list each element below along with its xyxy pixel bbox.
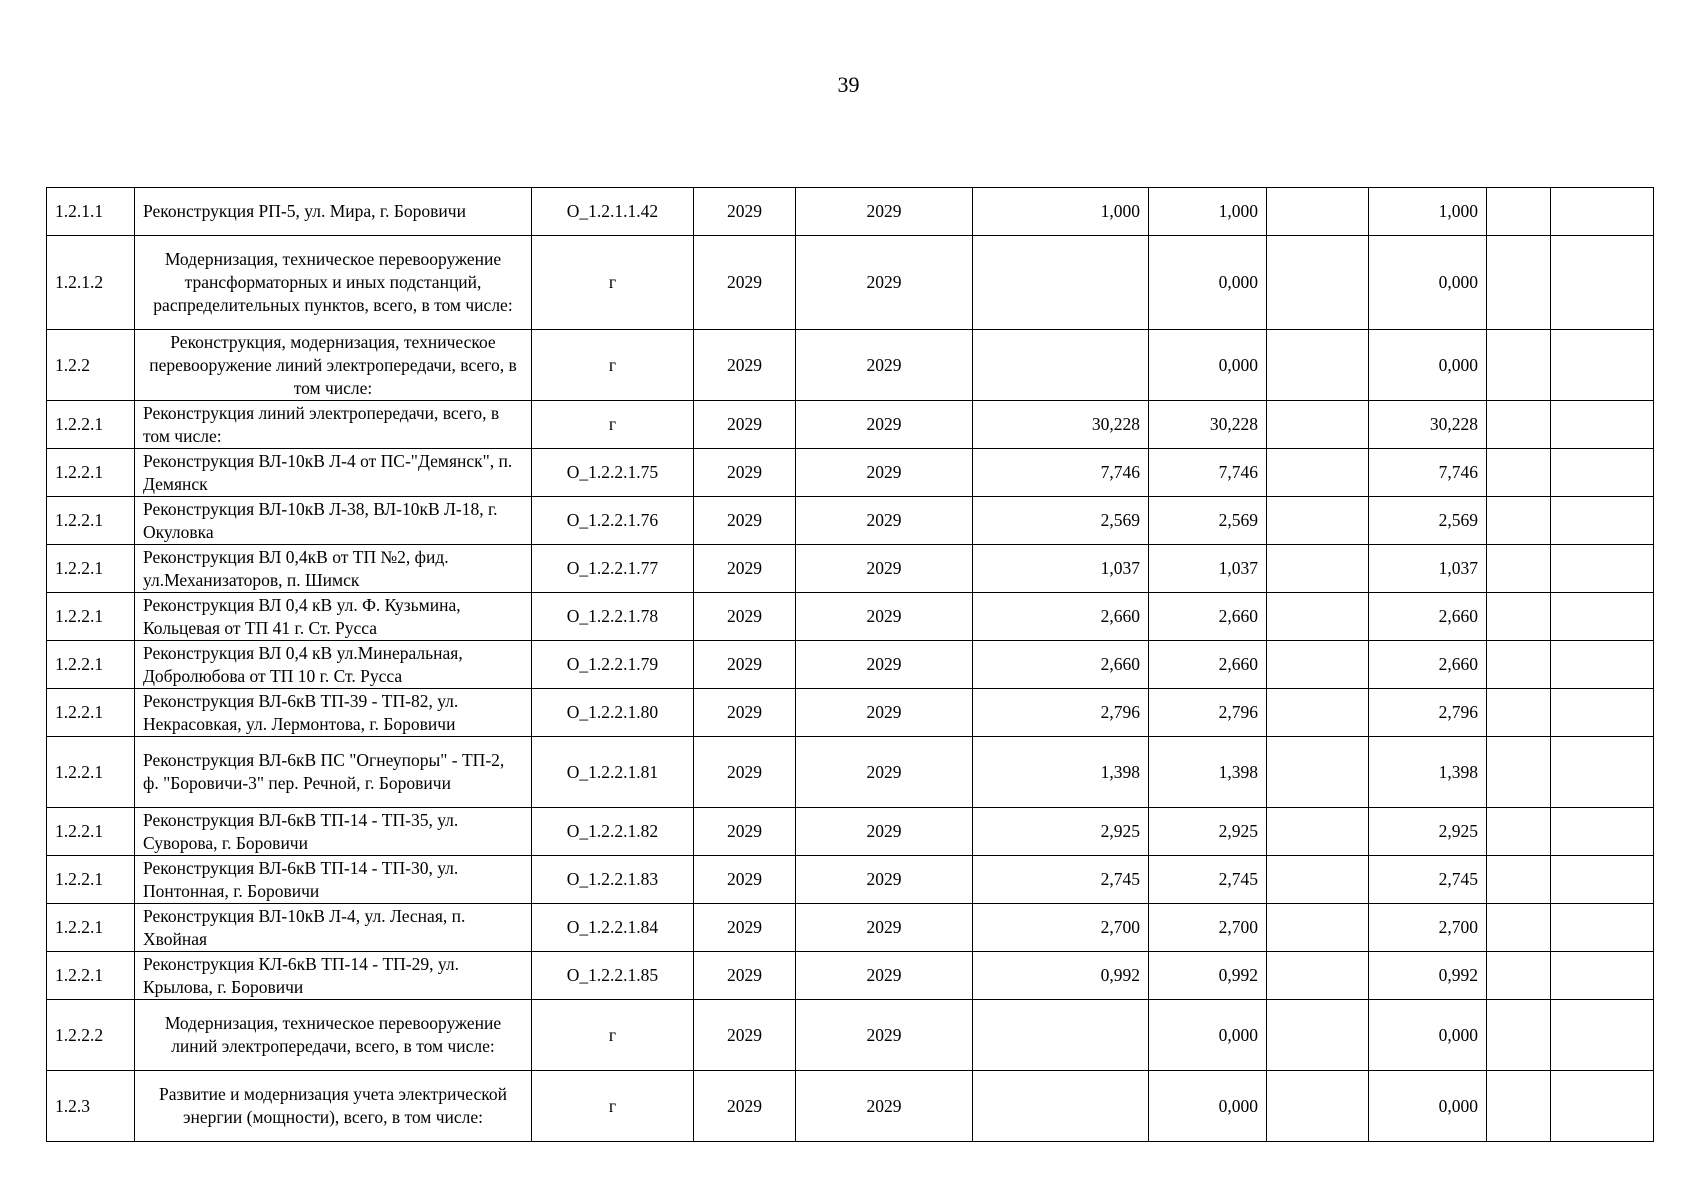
- start-year: 2029: [694, 401, 796, 449]
- value-cell-5: [1487, 401, 1551, 449]
- value-cell-1: 7,746: [973, 449, 1149, 497]
- value-cell-1: 2,745: [973, 856, 1149, 904]
- row-number: 1.2.3: [47, 1071, 135, 1142]
- value-cell-5: [1487, 497, 1551, 545]
- item-code: О_1.2.2.1.82: [532, 808, 694, 856]
- item-code: О_1.2.2.1.75: [532, 449, 694, 497]
- value-cell-3: [1267, 236, 1369, 330]
- value-cell-5: [1487, 545, 1551, 593]
- value-cell-4: 0,000: [1369, 236, 1487, 330]
- value-cell-6: [1551, 449, 1654, 497]
- value-cell-6: [1551, 593, 1654, 641]
- end-year: 2029: [796, 545, 973, 593]
- value-cell-6: [1551, 401, 1654, 449]
- value-cell-2: 2,700: [1149, 904, 1267, 952]
- item-code: О_1.2.2.1.78: [532, 593, 694, 641]
- value-cell-4: 30,228: [1369, 401, 1487, 449]
- end-year: 2029: [796, 641, 973, 689]
- table-body: [47, 188, 1654, 1142]
- value-cell-4: 0,000: [1369, 330, 1487, 401]
- value-cell-3: [1267, 952, 1369, 1000]
- table-row: [47, 641, 1654, 689]
- row-number: 1.2.2.1: [47, 904, 135, 952]
- value-cell-3: [1267, 449, 1369, 497]
- value-cell-3: [1267, 856, 1369, 904]
- value-cell-5: [1487, 856, 1551, 904]
- value-cell-2: 1,037: [1149, 545, 1267, 593]
- end-year: 2029: [796, 330, 973, 401]
- table-row: [47, 330, 1654, 401]
- item-code: г: [532, 401, 694, 449]
- value-cell-1: [973, 236, 1149, 330]
- start-year: 2029: [694, 545, 796, 593]
- table-row: [47, 593, 1654, 641]
- start-year: 2029: [694, 497, 796, 545]
- value-cell-2: 0,000: [1149, 330, 1267, 401]
- value-cell-1: 1,000: [973, 188, 1149, 236]
- value-cell-4: 2,796: [1369, 689, 1487, 737]
- item-code: О_1.2.2.1.85: [532, 952, 694, 1000]
- item-code: О_1.2.2.1.77: [532, 545, 694, 593]
- table-row: [47, 1000, 1654, 1071]
- value-cell-4: 2,700: [1369, 904, 1487, 952]
- value-cell-5: [1487, 808, 1551, 856]
- end-year: 2029: [796, 236, 973, 330]
- value-cell-6: [1551, 856, 1654, 904]
- end-year: 2029: [796, 904, 973, 952]
- item-name: Реконструкция ВЛ-10кВ Л-4 от ПС-"Демянск", п. Демянск: [135, 449, 532, 497]
- value-cell-2: 0,992: [1149, 952, 1267, 1000]
- value-cell-3: [1267, 330, 1369, 401]
- row-number: 1.2.2.1: [47, 497, 135, 545]
- table-row: [47, 808, 1654, 856]
- value-cell-6: [1551, 497, 1654, 545]
- start-year: 2029: [694, 689, 796, 737]
- value-cell-5: [1487, 689, 1551, 737]
- value-cell-2: 2,660: [1149, 593, 1267, 641]
- value-cell-3: [1267, 904, 1369, 952]
- value-cell-1: 2,796: [973, 689, 1149, 737]
- value-cell-6: [1551, 236, 1654, 330]
- end-year: 2029: [796, 808, 973, 856]
- start-year: 2029: [694, 952, 796, 1000]
- item-name: Модернизация, техническое перевооружение линий электропередачи, всего, в том числе:: [135, 1000, 532, 1071]
- start-year: 2029: [694, 1071, 796, 1142]
- value-cell-1: [973, 1071, 1149, 1142]
- value-cell-6: [1551, 808, 1654, 856]
- end-year: 2029: [796, 689, 973, 737]
- value-cell-2: 1,000: [1149, 188, 1267, 236]
- value-cell-2: 30,228: [1149, 401, 1267, 449]
- value-cell-5: [1487, 330, 1551, 401]
- row-number: 1.2.2.1: [47, 952, 135, 1000]
- start-year: 2029: [694, 737, 796, 808]
- value-cell-5: [1487, 188, 1551, 236]
- value-cell-3: [1267, 401, 1369, 449]
- value-cell-1: 1,398: [973, 737, 1149, 808]
- value-cell-5: [1487, 737, 1551, 808]
- end-year: 2029: [796, 737, 973, 808]
- value-cell-5: [1487, 904, 1551, 952]
- value-cell-2: 2,569: [1149, 497, 1267, 545]
- item-name: Развитие и модернизация учета электрической энергии (мощности), всего, в том числе:: [135, 1071, 532, 1142]
- value-cell-6: [1551, 545, 1654, 593]
- value-cell-4: 2,660: [1369, 641, 1487, 689]
- value-cell-6: [1551, 737, 1654, 808]
- value-cell-6: [1551, 330, 1654, 401]
- end-year: 2029: [796, 593, 973, 641]
- value-cell-1: 0,992: [973, 952, 1149, 1000]
- value-cell-6: [1551, 904, 1654, 952]
- value-cell-5: [1487, 593, 1551, 641]
- item-name: Реконструкция ВЛ-6кВ ТП-39 - ТП-82, ул. Некрасовкая, ул. Лермонтова, г. Боровичи: [135, 689, 532, 737]
- value-cell-5: [1487, 952, 1551, 1000]
- value-cell-3: [1267, 1000, 1369, 1071]
- start-year: 2029: [694, 593, 796, 641]
- value-cell-6: [1551, 1000, 1654, 1071]
- value-cell-3: [1267, 188, 1369, 236]
- row-number: 1.2.2.1: [47, 808, 135, 856]
- start-year: 2029: [694, 808, 796, 856]
- value-cell-1: 2,569: [973, 497, 1149, 545]
- value-cell-2: 0,000: [1149, 1071, 1267, 1142]
- start-year: 2029: [694, 641, 796, 689]
- value-cell-2: 7,746: [1149, 449, 1267, 497]
- item-code: О_1.2.1.1.42: [532, 188, 694, 236]
- value-cell-3: [1267, 497, 1369, 545]
- value-cell-4: 2,925: [1369, 808, 1487, 856]
- value-cell-4: 1,398: [1369, 737, 1487, 808]
- value-cell-4: 2,745: [1369, 856, 1487, 904]
- end-year: 2029: [796, 401, 973, 449]
- start-year: 2029: [694, 330, 796, 401]
- value-cell-1: [973, 1000, 1149, 1071]
- table-row: [47, 689, 1654, 737]
- table-row: [47, 904, 1654, 952]
- row-number: 1.2.1.2: [47, 236, 135, 330]
- row-number: 1.2.2.1: [47, 856, 135, 904]
- value-cell-3: [1267, 737, 1369, 808]
- value-cell-3: [1267, 641, 1369, 689]
- start-year: 2029: [694, 904, 796, 952]
- table-row: [47, 449, 1654, 497]
- row-number: 1.2.2.1: [47, 641, 135, 689]
- item-code: г: [532, 236, 694, 330]
- value-cell-6: [1551, 641, 1654, 689]
- value-cell-4: 2,660: [1369, 593, 1487, 641]
- value-cell-1: 2,700: [973, 904, 1149, 952]
- item-code: О_1.2.2.1.79: [532, 641, 694, 689]
- item-name: Реконструкция ВЛ 0,4 кВ ул.Минеральная, Добролюбова от ТП 10 г. Ст. Русса: [135, 641, 532, 689]
- value-cell-2: 2,925: [1149, 808, 1267, 856]
- item-name: Реконструкция ВЛ-10кВ Л-38, ВЛ-10кВ Л-18, г. Окуловка: [135, 497, 532, 545]
- value-cell-3: [1267, 1071, 1369, 1142]
- value-cell-3: [1267, 545, 1369, 593]
- value-cell-2: 2,745: [1149, 856, 1267, 904]
- table-row: [47, 497, 1654, 545]
- row-number: 1.2.2.1: [47, 401, 135, 449]
- table-row: [47, 236, 1654, 330]
- value-cell-1: [973, 330, 1149, 401]
- value-cell-1: 1,037: [973, 545, 1149, 593]
- value-cell-6: [1551, 1071, 1654, 1142]
- investment-table: [46, 187, 1654, 1142]
- value-cell-1: 2,660: [973, 593, 1149, 641]
- row-number: 1.2.2.1: [47, 689, 135, 737]
- row-number: 1.2.2.1: [47, 737, 135, 808]
- row-number: 1.2.1.1: [47, 188, 135, 236]
- end-year: 2029: [796, 952, 973, 1000]
- start-year: 2029: [694, 1000, 796, 1071]
- table-row: [47, 737, 1654, 808]
- value-cell-3: [1267, 593, 1369, 641]
- page-number: 39: [837, 72, 860, 97]
- end-year: 2029: [796, 1071, 973, 1142]
- item-name: Реконструкция линий электропередачи, всего, в том числе:: [135, 401, 532, 449]
- value-cell-5: [1487, 641, 1551, 689]
- value-cell-2: 2,796: [1149, 689, 1267, 737]
- item-code: г: [532, 1071, 694, 1142]
- row-number: 1.2.2.1: [47, 449, 135, 497]
- start-year: 2029: [694, 856, 796, 904]
- value-cell-2: 0,000: [1149, 236, 1267, 330]
- value-cell-4: 2,569: [1369, 497, 1487, 545]
- value-cell-5: [1487, 1071, 1551, 1142]
- value-cell-4: 0,000: [1369, 1000, 1487, 1071]
- row-number: 1.2.2: [47, 330, 135, 401]
- item-code: О_1.2.2.1.84: [532, 904, 694, 952]
- item-name: Реконструкция ВЛ-6кВ ТП-14 - ТП-35, ул. Суворова, г. Боровичи: [135, 808, 532, 856]
- end-year: 2029: [796, 1000, 973, 1071]
- value-cell-3: [1267, 689, 1369, 737]
- value-cell-6: [1551, 188, 1654, 236]
- value-cell-4: 1,000: [1369, 188, 1487, 236]
- end-year: 2029: [796, 449, 973, 497]
- value-cell-5: [1487, 1000, 1551, 1071]
- start-year: 2029: [694, 449, 796, 497]
- value-cell-2: 2,660: [1149, 641, 1267, 689]
- table-row: [47, 188, 1654, 236]
- item-code: О_1.2.2.1.83: [532, 856, 694, 904]
- value-cell-2: 1,398: [1149, 737, 1267, 808]
- value-cell-5: [1487, 449, 1551, 497]
- item-name: Реконструкция ВЛ-10кВ Л-4, ул. Лесная, п. Хвойная: [135, 904, 532, 952]
- item-code: О_1.2.2.1.80: [532, 689, 694, 737]
- end-year: 2029: [796, 497, 973, 545]
- row-number: 1.2.2.1: [47, 545, 135, 593]
- value-cell-1: 30,228: [973, 401, 1149, 449]
- end-year: 2029: [796, 188, 973, 236]
- item-code: г: [532, 330, 694, 401]
- value-cell-4: 0,000: [1369, 1071, 1487, 1142]
- item-name: Реконструкция ВЛ-6кВ ТП-14 - ТП-30, ул. Понтонная, г. Боровичи: [135, 856, 532, 904]
- start-year: 2029: [694, 188, 796, 236]
- item-name: Реконструкция ВЛ 0,4кВ от ТП №2, фид. ул.Механизаторов, п. Шимск: [135, 545, 532, 593]
- table-row: [47, 952, 1654, 1000]
- value-cell-5: [1487, 236, 1551, 330]
- value-cell-2: 0,000: [1149, 1000, 1267, 1071]
- value-cell-6: [1551, 689, 1654, 737]
- row-number: 1.2.2.1: [47, 593, 135, 641]
- item-name: Реконструкция ВЛ 0,4 кВ ул. Ф. Кузьмина, Кольцевая от ТП 41 г. Ст. Русса: [135, 593, 532, 641]
- value-cell-4: 0,992: [1369, 952, 1487, 1000]
- value-cell-3: [1267, 808, 1369, 856]
- table-row: [47, 856, 1654, 904]
- item-code: О_1.2.2.1.81: [532, 737, 694, 808]
- value-cell-6: [1551, 952, 1654, 1000]
- item-code: г: [532, 1000, 694, 1071]
- item-name: Реконструкция, модернизация, техническое перевооружение линий электропередачи, всего, в том числе:: [135, 330, 532, 401]
- row-number: 1.2.2.2: [47, 1000, 135, 1071]
- start-year: 2029: [694, 236, 796, 330]
- item-name: Модернизация, техническое перевооружение трансформаторных и иных подстанций, распределительных пунктов, всего, в том числе:: [135, 236, 532, 330]
- value-cell-4: 7,746: [1369, 449, 1487, 497]
- value-cell-4: 1,037: [1369, 545, 1487, 593]
- value-cell-1: 2,660: [973, 641, 1149, 689]
- end-year: 2029: [796, 856, 973, 904]
- item-code: О_1.2.2.1.76: [532, 497, 694, 545]
- item-name: Реконструкция РП-5, ул. Мира, г. Боровичи: [135, 188, 532, 236]
- table-row: [47, 1071, 1654, 1142]
- table-row: [47, 545, 1654, 593]
- value-cell-1: 2,925: [973, 808, 1149, 856]
- item-name: Реконструкция КЛ-6кВ ТП-14 - ТП-29, ул. Крылова, г. Боровичи: [135, 952, 532, 1000]
- table-row: [47, 401, 1654, 449]
- item-name: Реконструкция ВЛ-6кВ ПС "Огнеупоры" - ТП-2, ф. "Боровичи-3" пер. Речной, г. Боровичи: [135, 737, 532, 808]
